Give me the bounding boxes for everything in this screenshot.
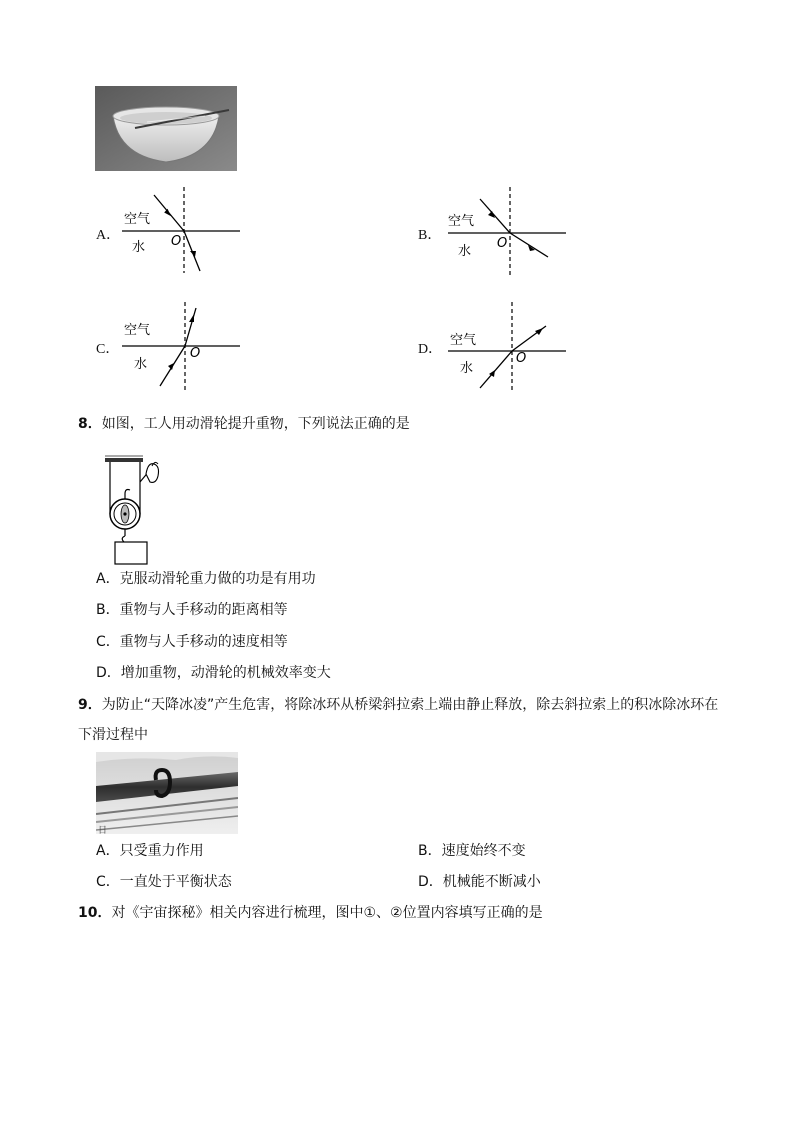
option-c[interactable]: C．重物与人手移动的速度相等 [96,634,288,650]
question-text: 如图，工人用动滑轮提升重物，下列说法正确的是 [101,416,410,432]
option-a[interactable]: A．只受重力作用 [96,843,204,859]
water-label: 水 [458,244,472,259]
option-d[interactable]: D．增加重物，动滑轮的机械效率变大 [96,665,331,681]
option-b[interactable]: B．速度始终不变 [418,843,526,859]
air-label: 空气 [450,333,477,348]
question-number: 8． [78,416,102,432]
option-a-letter: A． [96,228,121,243]
option-c-letter: C． [96,342,120,357]
option-c[interactable]: C．一直处于平衡状态 [96,874,232,890]
photo-caption: 日 [98,826,108,834]
option-d-letter: D． [418,342,443,357]
air-label: 空气 [448,214,475,229]
question-9-stem-line2: 下滑过程中 [78,727,148,743]
refraction-diagram-a [118,185,248,275]
water-label: 水 [460,361,474,376]
water-label: 水 [132,240,146,255]
air-label: 空气 [124,323,151,338]
refraction-diagram-d [442,300,572,395]
point-o-label: O [516,351,527,366]
refraction-diagram-b [442,185,572,280]
question-text: 对《宇宙探秘》相关内容进行梳理，图中①、②位置内容填写正确的是 [111,905,543,921]
question-10-stem [78,903,543,923]
option-d[interactable]: D．机械能不断减小 [418,874,541,890]
point-o-label: O [497,236,508,251]
question-number: 10． [78,905,112,921]
option-b[interactable]: B．重物与人手移动的距离相等 [96,602,288,618]
point-o-label: O [190,346,201,361]
air-label: 空气 [124,212,151,227]
option-b-letter: B． [418,228,442,243]
point-o-label: O [171,234,182,249]
question-8-stem [78,414,410,434]
refraction-diagram-c [118,300,248,395]
question-text: 为防止“天降冰凌”产生危害，将除冰环从桥梁斜拉索上端由静止释放，除去斜拉索上的积冰除冰环在 [101,697,719,713]
pulley-diagram [100,452,164,568]
bowl-chopstick-photo [95,86,237,171]
option-a[interactable]: A．克服动滑轮重力做的功是有用功 [96,571,316,587]
question-9-stem-line1 [78,695,718,715]
water-label: 水 [134,357,148,372]
deicing-ring-photo [96,752,238,834]
question-number: 9． [78,697,102,713]
